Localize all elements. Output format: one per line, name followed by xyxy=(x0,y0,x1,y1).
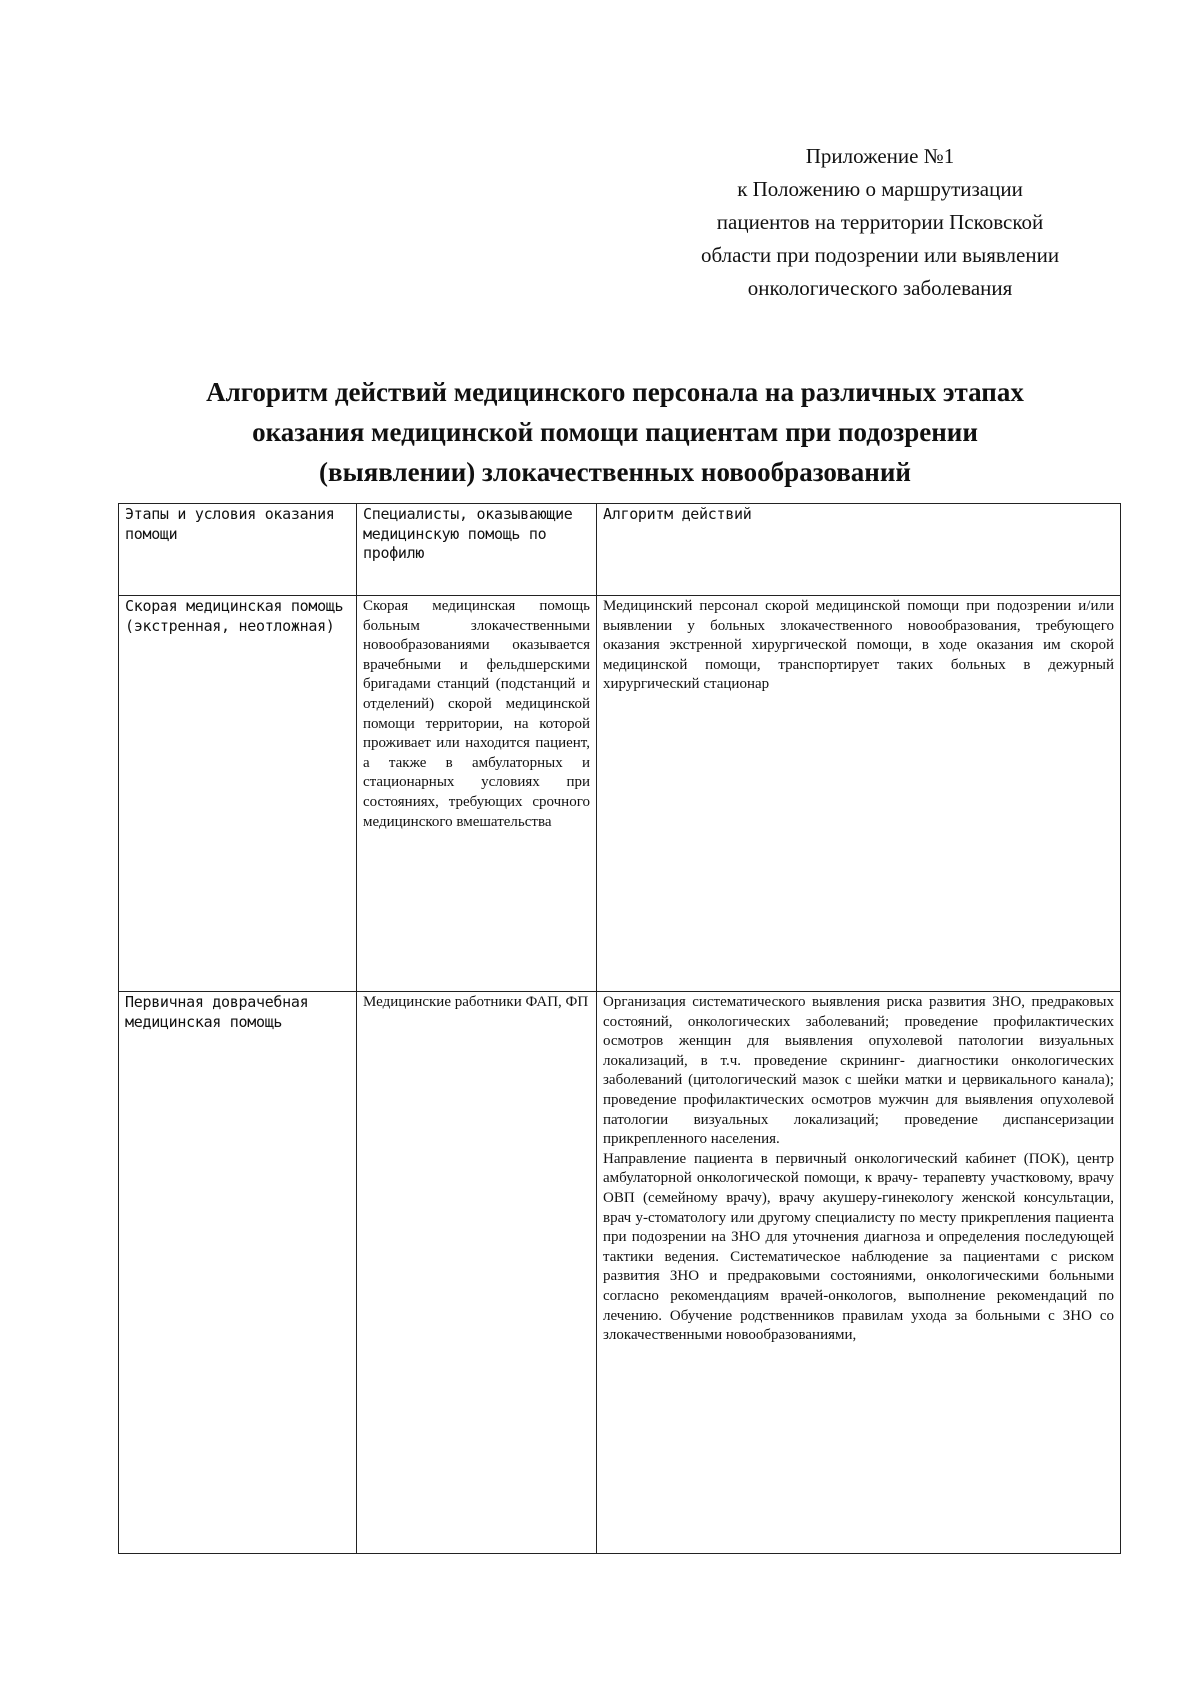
annex-line-5: онкологического заболевания xyxy=(747,276,1013,300)
title-line-2: оказания медицинской помощи пациентам при подозрении xyxy=(252,417,978,447)
title-line-1: Алгоритм действий медицинского персонала на различных этапах xyxy=(206,377,1024,407)
annex-line-2: к Положению о маршрутизации xyxy=(737,177,1023,201)
document-title xyxy=(110,372,1120,492)
annex-line-3: пациентов на территории Псковской xyxy=(716,210,1044,234)
table-row xyxy=(119,596,1121,992)
title-line-3: (выявлении) злокачественных новообразований xyxy=(319,457,911,487)
header-specialists: Специалисты, оказывающие медицинскую помощь по профилю xyxy=(357,504,597,596)
annex-header xyxy=(640,140,1120,305)
algorithm-paragraph-1: Организация систематического выявления риска развития ЗНО, предраковых состояний, онкологических заболеваний; проведение профилактических осмотров женщин для выявления опухолевой патологии визуальных локализаций, в т.ч. проведение скрининг- диагностики онкологических заболеваний (цитологический мазок с шейки матки и цервикального канала); проведение профилактических осмотров мужчин для выявления опухолевой патологии визуальных локализаций; проведение диспансеризации прикрепленного населения. xyxy=(603,994,1114,1148)
cell-algorithm: Медицинский персонал скорой медицинской помощи при подозрении и/или выявлении у больных злокачественного новообразования, требующего оказания экстренной хирургической помощи, в ходе оказания им скорой медицинской помощи, транспортирует таких больных в дежурный хирургический стационар xyxy=(597,596,1121,992)
table-header-row xyxy=(119,504,1121,596)
cell-specialists: Скорая медицинская помощь больным злокачественными новообразованиями оказывается врачебными и фельдшерскими бригадами станций (подстанций и отделений) скорой медицинской помощи территории, на которой проживает или находится пациент, а также в амбулаторных и стационарных условиях при состояниях, требующих срочного медицинского вмешательства xyxy=(357,596,597,992)
cell-specialists: Медицинские работники ФАП, ФП xyxy=(357,992,597,1554)
cell-stage: Первичная доврачебная медицинская помощь xyxy=(119,992,357,1554)
annex-line-4: области при подозрении или выявлении xyxy=(700,243,1060,267)
annex-line-1: Приложение №1 xyxy=(805,144,955,168)
cell-stage: Скорая медицинская помощь (экстренная, неотложная) xyxy=(119,596,357,992)
algorithm-table xyxy=(118,503,1121,1554)
header-stage: Этапы и условия оказания помощи xyxy=(119,504,357,596)
algorithm-paragraph-2: Направление пациента в первичный онкологический кабинет (ПОК), центр амбулаторной онкологической помощи, к врачу- терапевту участковому, врачу ОВП (семейному врачу), врачу акушеру-гинекологу женской консультации, врач у-стоматологу или другому специалисту по месту прикрепления пациента при подозрении на ЗНО для уточнения диагноза и определения последующей тактики ведения. Систематическое наблюдение за пациентами с риском развития ЗНО и предраковыми состояниями, онкологическими больными согласно рекомендациям врачей-онкологов, выполнение рекомендаций по лечению. Обучение родственников правилам ухода за больными с ЗНО со злокачественными новообразованиями, xyxy=(603,1150,1114,1344)
table-row xyxy=(119,992,1121,1554)
cell-algorithm xyxy=(597,992,1121,1554)
header-algorithm: Алгоритм действий xyxy=(597,504,1121,596)
